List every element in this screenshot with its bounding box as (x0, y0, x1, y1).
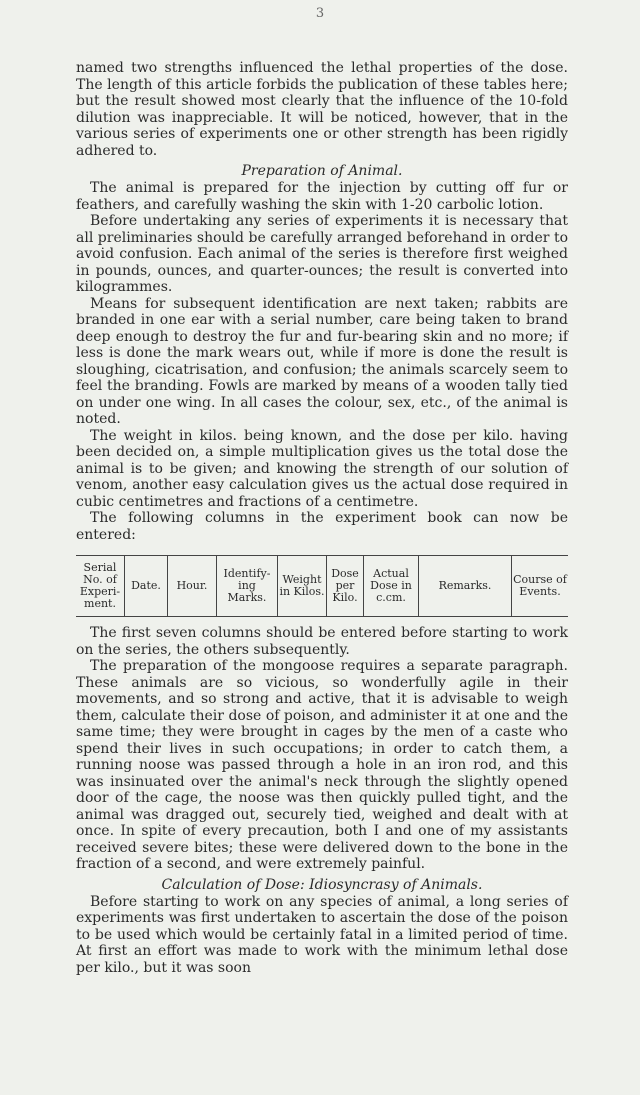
column-header-serial: Serial No. of Experi-ment. (79, 561, 121, 610)
paragraph: The preparation of the mongoose requires a separate paragraph. These animals are so vicious, so wonderfully agile in their movements, and so strong and active, that it is advisable to weigh them, calculate their dose of poison, and administer it at one and the same time; they were brought in cages by the men of a caste who spend their lives in such occupations; in order to catch them, a running noose was passed through a hole in an iron rod, and this was insinuated over the animal's neck through the slightly opened door of the cage, the noose was then quickly pulled tight, and the animal was dragged out, securely tied, weighed and dealt with at once. In spite of every precaution, both I and one of my assistants received severe bites; these were delivered down to the bone in the fraction of a second, and were extremely painful. (76, 658, 568, 872)
paragraph: The animal is prepared for the injection by cutting off fur or feathers, and carefully washing the skin with 1-20 carbolic lotion. (76, 180, 568, 213)
paragraph: The following columns in the experiment book can now be entered: (76, 510, 568, 543)
table-header-row (76, 556, 568, 617)
paragraph: named two strengths influenced the lethal properties of the dose. The length of this article forbids the publication of these tables here; but the result showed most clearly that the influence of the 10-fold dilution was inappreciable. It will be noticed, however, that in the various series of experiments one or other strength has been rigidly adhered to. (76, 60, 568, 159)
column-header-actual-dose: Actual Dose in c.cm. (364, 556, 419, 617)
column-header-weight: Weight in Kilos. (278, 556, 327, 617)
paragraph: Before undertaking any series of experiments it is necessary that all preliminaries should be carefully arranged beforehand in order to avoid confusion. Each animal of the series is therefore first weighed in pounds, ounces, and quarter-ounces; the result is converted into kilogrammes. (76, 213, 568, 295)
column-header-hour: Hour. (168, 556, 217, 617)
section-heading-calculation: Calculation of Dose: Idiosyncrasy of Animals. (161, 876, 483, 893)
column-header-course-of-events: Course of Events. (512, 556, 569, 617)
paragraph: The weight in kilos. being known, and the dose per kilo. having been decided on, a simple multiplication gives us the total dose the animal is to be given; and knowing the strength of our solution of venom, another easy calculation gives us the actual dose required in cubic centimetres and fractions of a centimetre. (76, 427, 568, 510)
column-header-date: Date. (125, 556, 168, 617)
body-text (76, 60, 568, 976)
column-header-remarks: Remarks. (419, 556, 512, 617)
paragraph: The first seven columns should be entered before starting to work on the series, the others subsequently. (76, 625, 568, 658)
section-heading-preparation: Preparation of Animal. (241, 163, 403, 179)
column-header-dose-per-kilo: Dose per Kilo. (327, 556, 364, 617)
paragraph: Means for subsequent identification are next taken; rabbits are branded in one ear with a serial number, care being taken to brand deep enough to destroy the fur and fur-bearing skin and no more; if less is done the mark wears out, while if more is done the result is sloughing, cicatrisation, and confusion; the animals scarcely seem to feel the branding. Fowls are marked by means of a wooden tally tied on under one wing. In all cases the colour, sex, etc., of the animal is noted. (76, 295, 568, 427)
column-header-identifying-marks: Identify-ing Marks. (217, 556, 278, 617)
experiment-book-columns-table (76, 555, 568, 617)
page-number: 3 (315, 6, 325, 21)
paragraph: Before starting to work on any species of animal, a long series of experiments was first undertaken to ascertain the dose of the poison to be used which would be certainly fatal in a limited period of time. At first an effort was made to work with the minimum lethal dose per kilo., but it was soon (76, 893, 568, 976)
